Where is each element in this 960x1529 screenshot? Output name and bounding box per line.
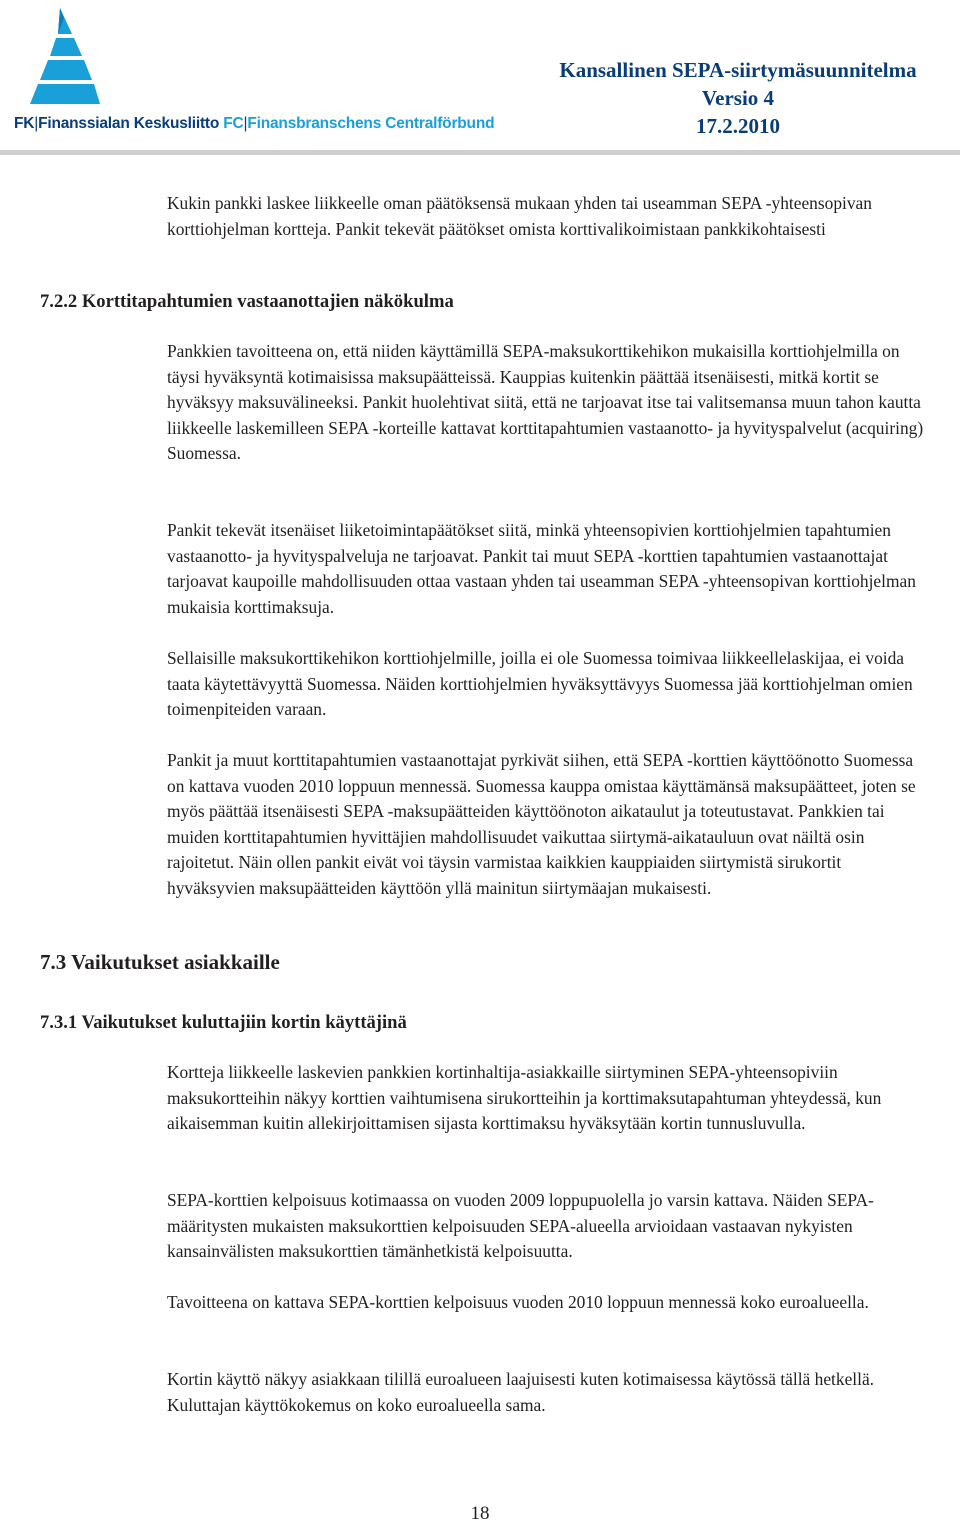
document-title: Kansallinen SEPA-siirtymäsuunnitelma	[559, 58, 917, 82]
page-number: 18	[470, 1503, 490, 1524]
intro-paragraph	[167, 191, 927, 242]
document-date: 17.2.2010	[696, 114, 780, 138]
paragraph: Pankit ja muut korttitapahtumien vastaanottajat pyrkivät siihen, että SEPA -korttien käyttöönotto Suomessa on kattava vuoden 2010 loppuun mennessä. Suomessa kauppa omistaa käyttämänsä maksupäätteet, joten se myös päättää itsenäisesti SEPA -maksupäätteiden käyttöönoton aikataulut ja toteutustavat. Pankkien tai muiden korttitapahtumien hyvittäjien mahdollisuudet vaikuttaa siirtymä-aikatauluun ovat näiltä osin rajoitetut. Näin ollen pankit eivät voi täysin varmistaa kaikkien kauppiaiden siirtymistä sirukortit hyväksyvien maksupäätteiden käyttöön yllä mainitun siirtymäajan mukaisesti.	[167, 750, 916, 898]
section-7-3-1-p4	[167, 1367, 927, 1418]
paragraph: Pankkien tavoitteena on, että niiden käyttämillä SEPA-maksukorttikehikon mukaisilla korttiohjelmilla on täysi hyväksyntä kotimaisissa maksupäätteissä. Kauppias kuitenkin päättää itsenäisesti, mitkä kortit se hyväksyy maksuvälineeksi. Pankit huolehtivat siitä, että ne tarjoavat itse tai valitsemansa muun tahon kautta liikkeelle laskemilleen SEPA -korteille kattavat korttitapahtumien vastaanotto- ja hyvityspalvelut (acquiring) Suomessa.	[167, 341, 924, 464]
paragraph: SEPA-korttien kelpoisuus kotimaassa on vuoden 2009 loppupuolella jo varsin kattava. Näiden SEPA-määritysten mukaisten maksukorttien kelpoisuuden SEPA-alueella arvioidaan vastaavan nykyisten kansainvälisten maksukorttien tämänhetkistä kelpoisuutta.	[167, 1190, 874, 1262]
org-fi: Finanssialan Keskusliitto	[38, 115, 220, 132]
section-7-3-1-p3	[167, 1290, 927, 1316]
section-7-2-2-p4	[167, 748, 927, 902]
section-7-2-2-p2	[167, 518, 927, 620]
org-fc: FC	[223, 115, 244, 132]
organization-name: FK|Finanssialan Keskusliitto FC|Finansbranschens Centralförbund	[14, 115, 495, 132]
heading-7-3-1: 7.3.1 Vaikutukset kuluttajiin kortin käyttäjinä	[40, 1012, 407, 1033]
section-7-3-1-p1	[167, 1060, 927, 1137]
paragraph: Tavoitteena on kattava SEPA-korttien kelpoisuus vuoden 2010 loppuun mennessä koko euroalueella.	[167, 1292, 869, 1312]
paragraph: Pankit tekevät itsenäiset liiketoimintapäätökset siitä, minkä yhteensopivien korttiohjelmien tapahtumien vastaanotto- ja hyvityspalveluja ne tarjoavat. Pankit tai muut SEPA -korttien tapahtumien vastaanottajat tarjoavat kaupoille mahdollisuuden ottaa vastaan yhden tai useamman SEPA -yhteensopivan korttiohjelman mukaisia korttimaksuja.	[167, 520, 916, 617]
document-header	[528, 56, 948, 140]
org-fk: FK	[14, 115, 35, 132]
heading-7-3: 7.3 Vaikutukset asiakkaille	[40, 950, 280, 974]
paragraph: Sellaisille maksukorttikehikon korttiohjelmille, joilla ei ole Suomessa toimivaa liikkeellelaskijaa, ei voida taata käytettävyyttä Suomessa. Näiden korttiohjelmien hyväksyttävyys Suomessa jää korttiohjelman omien toimenpiteiden varaan.	[167, 648, 913, 720]
header-divider	[0, 150, 960, 155]
fk-logo-icon	[20, 8, 100, 112]
section-7-2-2-p1	[167, 339, 927, 467]
paragraph: Kortteja liikkeelle laskevien pankkien kortinhaltija-asiakkaille siirtyminen SEPA-yhteensopiviin maksukortteihin näkyy korttien vaihtumisena sirukortteihin ja korttimaksutapahtuman yhteydessä, kun aikaisemman kuitin allekirjoittamisen sijasta korttimaksu hyväksytään kortin tunnusluvulla.	[167, 1062, 882, 1134]
paragraph: Kortin käyttö näkyy asiakkaan tilillä euroalueen laajuisesti kuten kotimaisessa käytössä tällä hetkellä. Kuluttajan käyttökokemus on koko euroalueella sama.	[167, 1369, 875, 1415]
heading-7-2-2: 7.2.2 Korttitapahtumien vastaanottajien näkökulma	[40, 291, 454, 312]
org-sv: Finansbranschens Centralförbund	[247, 115, 495, 132]
section-7-3-1-p2	[167, 1188, 927, 1265]
document-version: Versio 4	[701, 86, 775, 110]
section-7-2-2-p3	[167, 646, 927, 723]
paragraph: Kukin pankki laskee liikkeelle oman päätöksensä mukaan yhden tai useamman SEPA -yhteensopivan korttiohjelman kortteja. Pankit tekevät päätökset omista korttivalikoimistaan pankkikohtaisesti	[167, 193, 872, 239]
